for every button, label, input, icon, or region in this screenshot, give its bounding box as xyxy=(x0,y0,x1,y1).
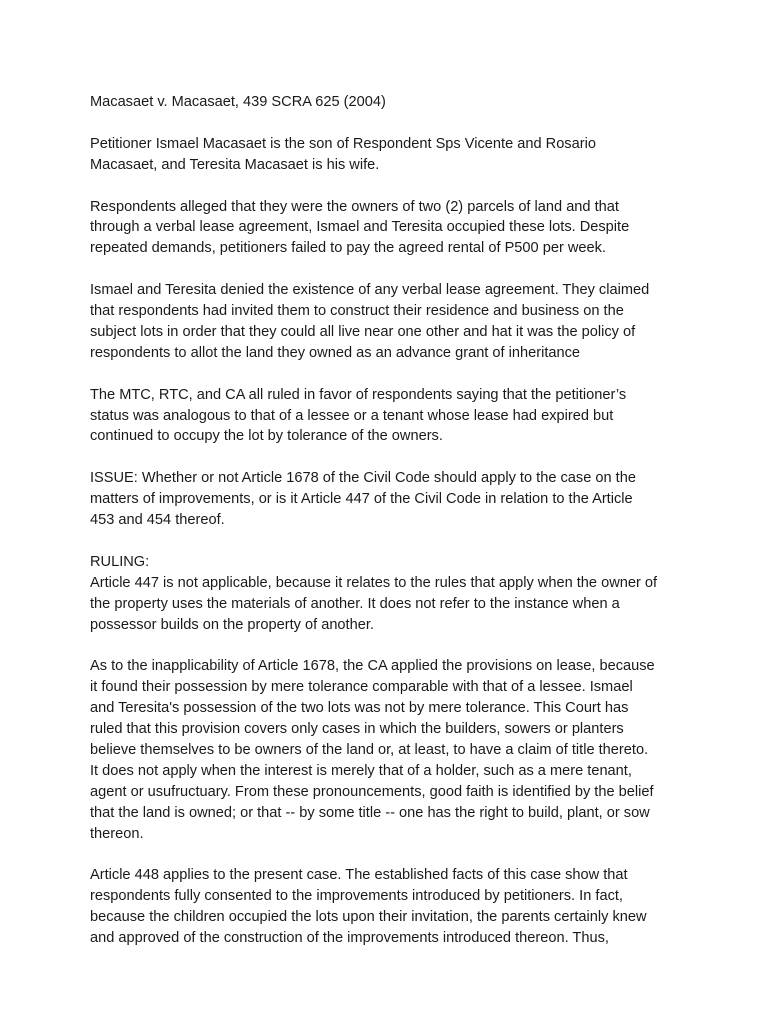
ruling-heading: RULING: xyxy=(90,553,150,570)
paragraph-article-1678: As to the inapplicability of Article 1678, the CA applied the provisions on lease, because it found their possession by mere tolerance comparable with that of a lessee. Ismael and Teresita's possession of the two lots was not by mere tolerance. This Court has ruled that this provision covers only cases in which the builders, sowers or planters believe themselves to be owners of the land or, at least, to have a claim of title thereto. It does not apply when the interest is merely that of a holder, such as a mere tenant, agent or usufructuary. From these pronouncements, good faith is identified by the belief that the land is owned; or that -- by some title -- one has the right to build, plant, or sow thereon. xyxy=(90,658,655,842)
paragraph-petitioners-denial: Ismael and Teresita denied the existence of any verbal lease agreement. They claimed that respondents had invited them to construct their residence and business on the subject lots in order that they could all live near one other and hat it was the policy of respondents to allot the land they owned as an advance grant of inheritance xyxy=(90,282,650,361)
paragraph-article-447: Article 447 is not applicable, because it relates to the rules that apply when the owner of the property uses the materials of another. It does not refer to the instance when a possessor builds on the property of another. xyxy=(90,574,658,633)
paragraph-lower-courts: The MTC, RTC, and CA all ruled in favor of respondents saying that the petitioner’s status was analogous to that of a lessee or a tenant whose lease had expired but continued to occupy the lot by tolerance of the owners. xyxy=(90,386,627,445)
paragraph-respondents-allegation: Respondents alleged that they were the owners of two (2) parcels of land and that through a verbal lease agreement, Ismael and Teresita occupied these lots. Despite repeated demands, petitioners failed to pay the agreed rental of P500 per week. xyxy=(90,198,630,257)
paragraph-issue: ISSUE: Whether or not Article 1678 of the Civil Code should apply to the case on the matters of improvements, or is it Article 447 of the Civil Code in relation to the Article 453 and 454 thereof. xyxy=(90,470,636,529)
case-title: Macasaet v. Macasaet, 439 SCRA 625 (2004) xyxy=(90,94,386,110)
paragraph-parties: Petitioner Ismael Macasaet is the son of Respondent Sps Vicente and Rosario Macasaet, and Teresita Macasaet is his wife. xyxy=(90,135,596,173)
paragraph-article-448: Article 448 applies to the present case. The established facts of this case show that respondents fully consented to the improvements introduced by petitioners. In fact, because the children occupied the lots upon their invitation, the parents certainly knew and approved of the construction of the improvements introduced thereon. Thus, xyxy=(90,867,647,947)
